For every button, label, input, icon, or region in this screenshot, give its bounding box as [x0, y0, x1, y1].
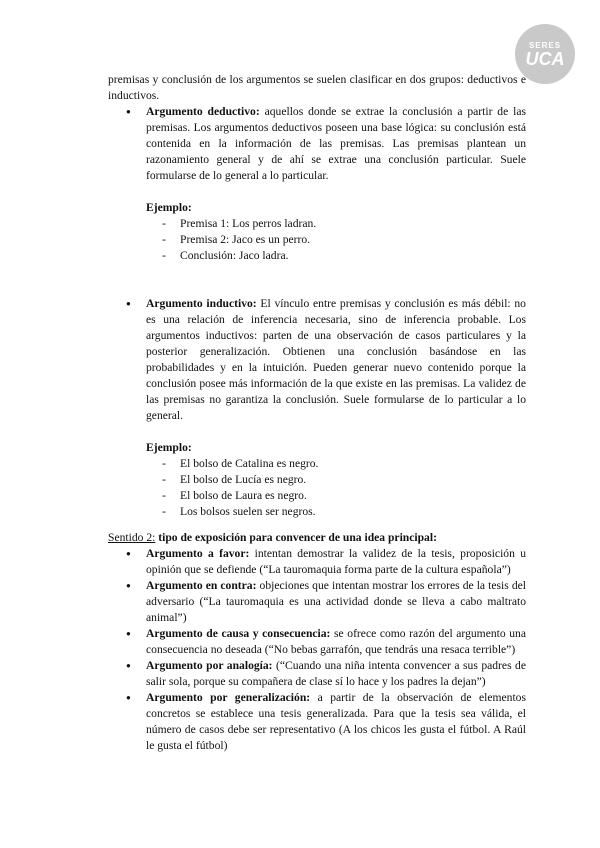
section2-heading [108, 530, 526, 546]
argument-analogia-item [108, 658, 526, 690]
list-item: - Los bolsos suelen ser negros. [160, 504, 526, 520]
argument-contra-item [108, 578, 526, 626]
logo-line2: UCA [525, 48, 565, 69]
inductive-item [108, 296, 526, 424]
item-term: Argumento por generalización: [146, 691, 311, 704]
deductive-text: aquellos donde se extrae la conclusión a partir de las premisas. Los argumentos deductivos poseen una base lógica: su conclusión está contenida en la información de las premisas. Las premisas plantean un razonamiento general y de ahí se extrae una conclusión particular. Suele formularse de lo general a lo particular. [146, 105, 526, 182]
list-item: - El bolso de Catalina es negro. [160, 456, 526, 472]
deductive-term: Argumento deductivo: [146, 105, 260, 118]
inductive-text: El vínculo entre premisas y conclusión es más débil: no es una relación de inferencia necesaria, sino de inferencia probable. Los argumentos inductivos: parten de una observación de casos particulares y la posterior generalización. Obtienen una conclusión basándose en las probabilidades y en la intuición. Pueden generar nuevo contenido porque la conclusión posee más información de la que existe en las premisas. La validez de las premisas no garantiza la conclusión. Suele formularse de lo particular a lo general. [146, 297, 526, 422]
deductive-example-list [160, 216, 526, 264]
argument-types-list [108, 104, 526, 184]
item-text: a partir de la observación de elementos concretos se establece una tesis generalizada. Para que la tesis sea válida, el número de casos debe ser representativo (A los chicos les gusta el fútbol. A Raúl le gusta el fútbol) [146, 691, 526, 752]
section2-list [108, 546, 526, 754]
deductive-example-title: Ejemplo: [146, 201, 192, 214]
spacer [108, 280, 526, 296]
inductive-example-list [160, 456, 526, 520]
item-text: (“Cuando una niña intenta convencer a sus padres de salir sola, porque su compañera de clase sí lo hace y los padres la dejan”) [146, 659, 526, 688]
list-item: - El bolso de Laura es negro. [160, 488, 526, 504]
list-item: - Premisa 2: Jaco es un perro. [160, 232, 526, 248]
document-page [108, 72, 526, 754]
item-text: se ofrece como razón del argumento una consecuencia no deseada (“No bebas garrafón, que tendrás una resaca terrible”) [146, 627, 526, 656]
section2-title: tipo de exposición para convencer de una idea principal: [155, 531, 437, 544]
item-term: Argumento por analogía: [146, 659, 273, 672]
inductive-example-title: Ejemplo: [146, 441, 192, 454]
item-term: Argumento en contra: [146, 579, 257, 592]
argument-causa-item [108, 626, 526, 658]
list-item: - Conclusión: Jaco ladra. [160, 248, 526, 264]
list-item: - El bolso de Lucía es negro. [160, 472, 526, 488]
deductive-item [108, 104, 526, 184]
list-item: - Premisa 1: Los perros ladran. [160, 216, 526, 232]
argument-generalizacion-item [108, 690, 526, 754]
logo-line1: SERES [528, 40, 562, 50]
section2-label: Sentido 2: [108, 531, 156, 544]
inductive-term: Argumento inductivo: [146, 297, 257, 310]
argument-favor-item [108, 546, 526, 578]
item-term: Argumento de causa y consecuencia: [146, 627, 331, 640]
spacer [108, 264, 526, 280]
item-text: intentan demostrar la validez de la tesis, proposición u opinión que se defiende (“La tauromaquia forma parte de la cultura española”) [146, 547, 526, 576]
item-term: Argumento a favor: [146, 547, 250, 560]
intro-paragraph: premisas y conclusión de los argumentos se suelen clasificar en dos grupos: deductivos e inductivos. [108, 73, 526, 102]
item-text: objeciones que intentan mostrar los errores de la tesis del adversario (“La tauromaquia es una actividad donde se lleva a cabo maltrato animal”) [146, 579, 526, 624]
argument-types-list-2 [108, 296, 526, 424]
